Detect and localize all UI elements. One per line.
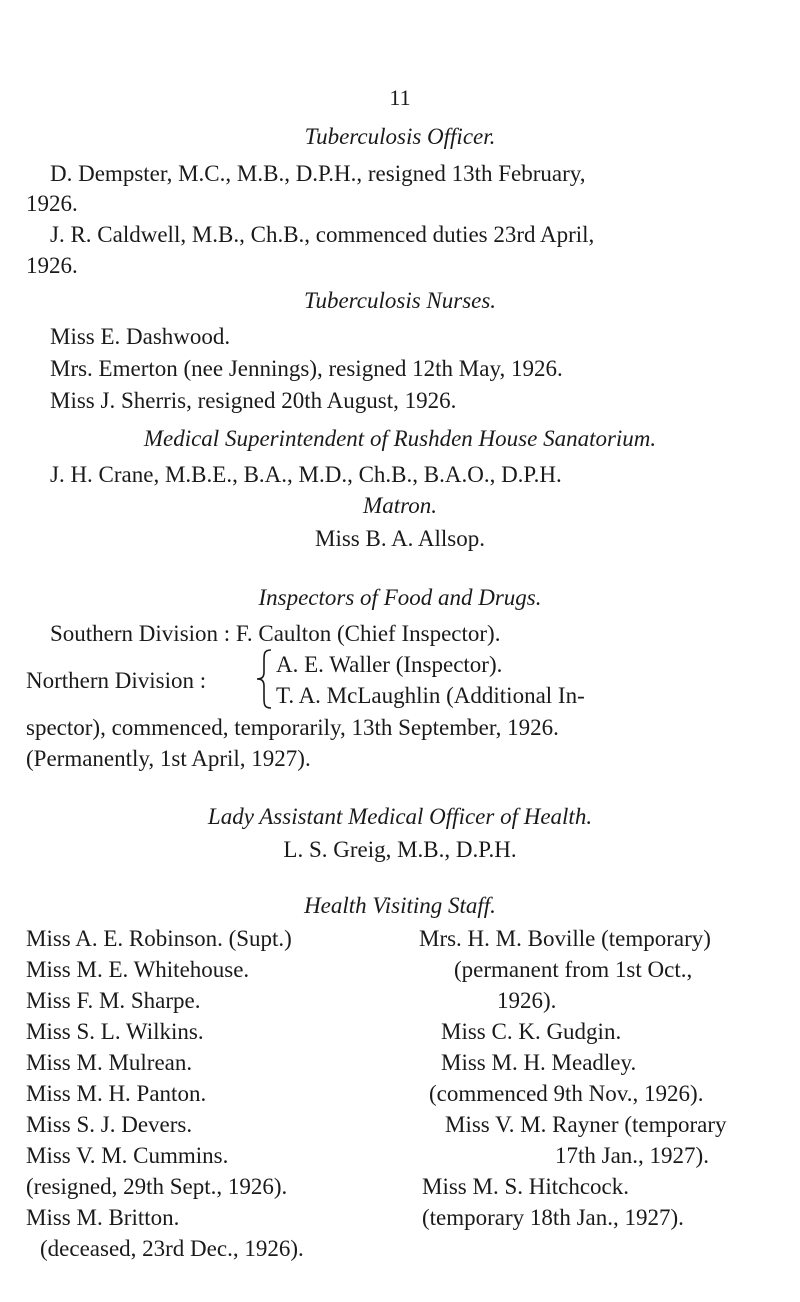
matron-heading: Matron. [363,493,437,518]
staff-entry: Miss M. E. Whitehouse. [26,957,250,982]
sanatorium-heading: Medical Superintendent of Rushden House Sanatorium. [143,426,657,451]
visiting-right-column [419,923,781,1233]
staff-entry: (commenced 9th Nov., 1926). [429,1081,704,1106]
staff-entry: Miss S. J. Devers. [26,1112,193,1137]
tb-officer-caldwell-year: 1926. [26,253,78,278]
tuberculosis-officer-heading: Tuberculosis Officer. [304,124,496,149]
staff-entry: (temporary 18th Jan., 1927). [422,1205,684,1230]
northern-inspector-2: T. A. McLaughlin (Additional In- [276,683,585,708]
visiting-left-column [26,923,304,1264]
tb-officer-caldwell: J. R. Caldwell, M.B., Ch.B., commenced duties 23rd April, [50,222,595,247]
staff-entry: Miss V. M. Rayner (temporary [445,1112,727,1137]
staff-entry: Miss M. Britton. [26,1205,180,1230]
tb-officer-dempster-year: 1926. [26,191,78,216]
staff-entry: Miss M. H. Panton. [26,1081,207,1106]
lady-officer-name: L. S. Greig, M.B., D.P.H. [283,837,517,862]
staff-entry: Miss V. M. Cummins. [26,1143,229,1168]
northern-inspector-2-permanent: (Permanently, 1st April, 1927). [26,746,311,771]
tuberculosis-nurses-heading: Tuberculosis Nurses. [303,288,497,313]
health-visiting-heading: Health Visiting Staff. [304,893,496,918]
staff-entry: Mrs. H. M. Boville (temporary) [419,926,711,951]
staff-entry: Miss C. K. Gudgin. [441,1019,622,1044]
nurse-item: Miss E. Dashwood. [50,324,231,349]
northern-inspector-1: A. E. Waller (Inspector). [276,652,503,677]
northern-inspector-2-cont: spector), commenced, temporarily, 13th September, 1926. [26,715,559,740]
staff-entry: Miss M. Mulrean. [26,1050,193,1075]
tb-officer-dempster: D. Dempster, M.C., M.B., D.P.H., resigned 13th February, [50,161,586,186]
superintendent-name: J. H. Crane, M.B.E., B.A., M.D., Ch.B., B.A.O., D.P.H. [50,462,562,487]
staff-entry: Miss F. M. Sharpe. [26,988,201,1013]
staff-entry: (deceased, 23rd Dec., 1926). [40,1236,304,1261]
brace-icon [255,648,273,710]
staff-entry: Miss M. S. Hitchcock. [422,1174,629,1199]
staff-entry: 1926). [497,988,557,1013]
nurse-item: Mrs. Emerton (nee Jennings), resigned 12th May, 1926. [50,356,563,381]
lady-officer-heading: Lady Assistant Medical Officer of Health. [207,804,593,829]
staff-entry: Miss A. E. Robinson. (Supt.) [26,926,292,951]
southern-division: Southern Division : F. Caulton (Chief Inspector). [50,621,501,646]
nurse-item: Miss J. Sherris, resigned 20th August, 1926. [50,388,457,413]
page-number: 11 [389,85,411,110]
staff-entry: Miss S. L. Wilkins. [26,1019,204,1044]
northern-division-label: Northern Division : [26,668,207,693]
staff-entry: (permanent from 1st Oct., [454,957,693,982]
staff-entry: Miss M. H. Meadley. [441,1050,637,1075]
matron-name: Miss B. A. Allsop. [315,526,485,551]
staff-entry: 17th Jan., 1927). [555,1143,709,1168]
staff-entry: (resigned, 29th Sept., 1926). [26,1174,288,1199]
food-drugs-heading: Inspectors of Food and Drugs. [258,585,542,610]
